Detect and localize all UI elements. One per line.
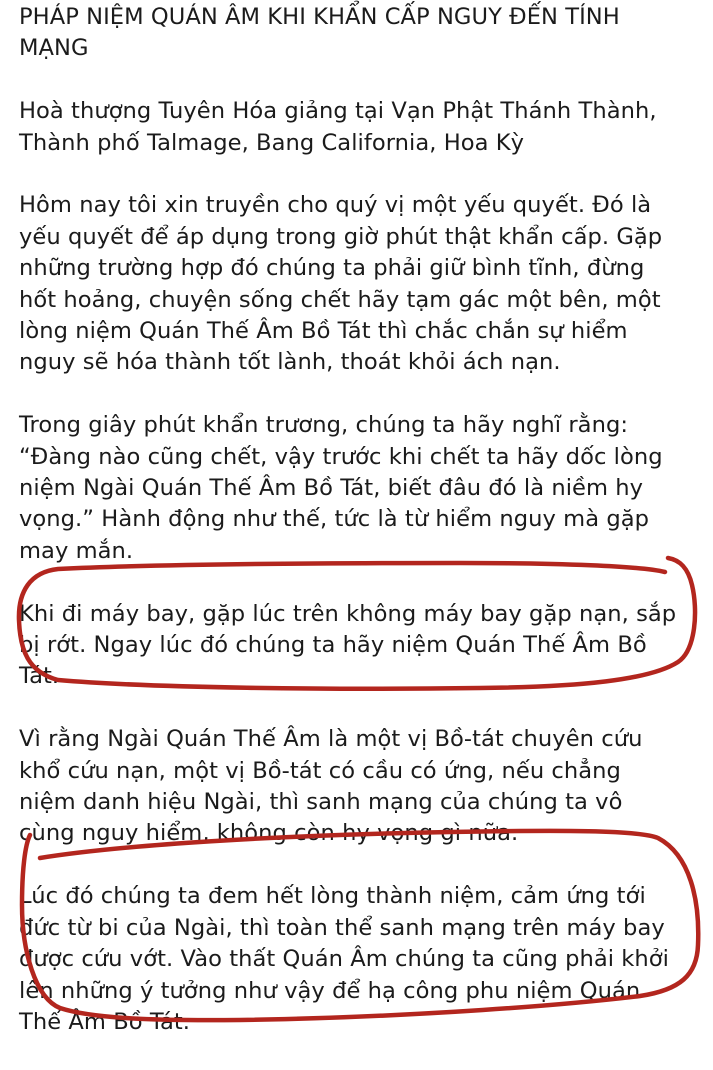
paragraph-introduction: Hôm nay tôi xin truyền cho quý vị một yếu quyết. Đó là yếu quyết để áp dụng trong giờ phút thật khẩn cấp. Gặp những trường hợp đó chúng ta phải giữ bình tĩnh, đừng hốt hoảng, chuyện sống chết hãy tạm gác một bên, một lòng niệm Quán Thế Âm Bồ Tát thì chắc chắn sự hiểm nguy sẽ hóa thành tốt lành, thoát khỏi ách nạn. [19,192,663,376]
paragraph-sincere-recitation: Lúc đó chúng ta đem hết lòng thành niệm, cảm ứng tới đức từ bi của Ngài, thì toàn thể sanh mạng trên máy bay được cứu vớt. Vào thất Quán Âm chúng ta cũng phải khởi lên những ý tưởng như vậy để hạ công phu niệm Quán Thế Âm Bồ Tát. [19,883,670,1035]
paragraph-airplane-danger: Khi đi máy bay, gặp lúc trên không máy bay gặp nạn, sắp bị rớt. Ngay lúc đó chúng ta hãy niệm Quán Thế Âm Bồ Tát. [19,600,677,690]
paragraph-urgent-moment: Trong giây phút khẩn trương, chúng ta hãy nghĩ rằng: “Đàng nào cũng chết, vậy trước khi chết ta hãy dốc lòng niệm Ngài Quán Thế Âm Bồ Tát, biết đâu đó là niềm hy vọng.” Hành động như thế, tức là từ hiểm nguy mà gặp may mắn. [19,412,663,564]
paragraph-bodhisattva-response: Vì rằng Ngài Quán Thế Âm là một vị Bồ-tát chuyên cứu khổ cứu nạn, một vị Bồ-tát có cầu có ứng, nếu chẳng niệm danh hiệu Ngài, thì sanh mạng của chúng ta vô cùng nguy hiểm, không còn hy vọng gì nữa. [19,726,643,847]
document-title: PHÁP NIỆM QUÁN ÂM KHI KHẨN CẤP NGUY ĐẾN TÍNH MẠNG [19,4,620,62]
document-body [19,2,709,1070]
paragraph-lecture-source: Hoà thượng Tuyên Hóa giảng tại Vạn Phật Thánh Thành, Thành phố Talmage, Bang California, Hoa Kỳ [19,98,657,156]
